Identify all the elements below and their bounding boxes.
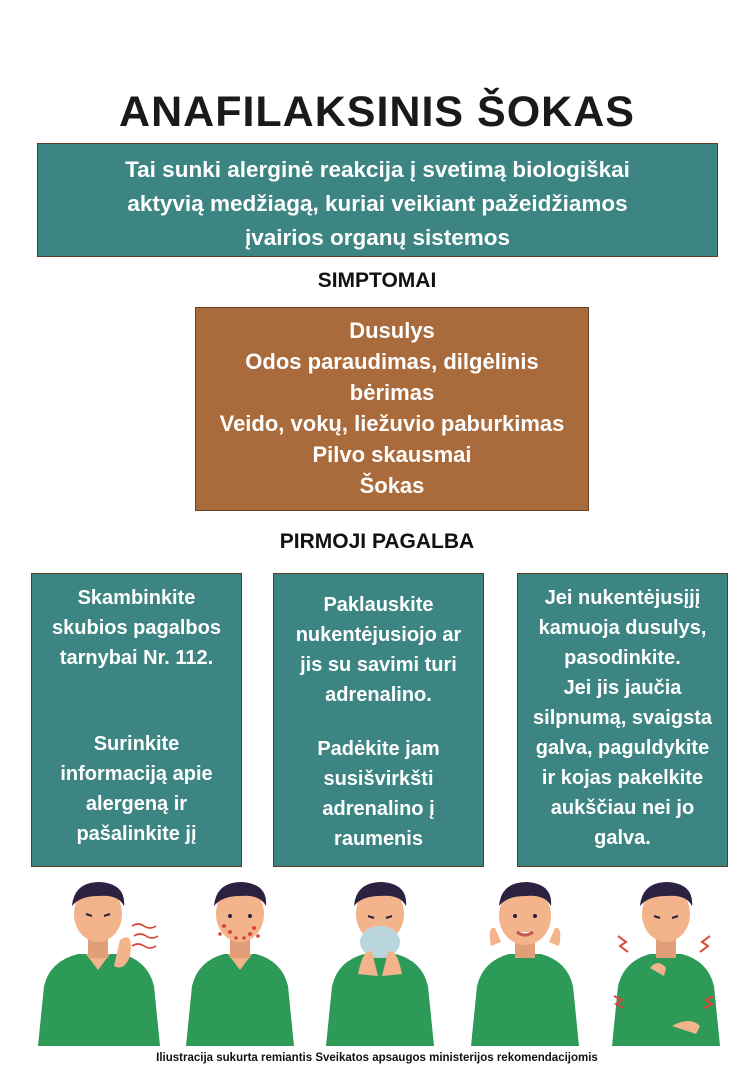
aid-line: informaciją apie [60, 763, 213, 785]
definition-line: įvairios organų sistemos [244, 225, 511, 250]
aid-line: pasodinkite. [564, 647, 681, 669]
aid-line: aukščiau nei jo [550, 797, 695, 819]
footer-credit: Iliustracija sukurta remiantis Sveikatos apsaugos ministerijos rekomendacijomis [156, 1052, 598, 1064]
swollen-face-person-illustration [465, 876, 585, 1046]
symptom-item: Šokas [359, 473, 425, 498]
aid-line: Padėkite jam [317, 738, 440, 760]
aid-line: raumenis [334, 828, 423, 850]
aid-line: silpnumą, svaigsta [533, 707, 712, 729]
aid-line: alergeną ir [85, 793, 188, 815]
aid-line: Jei jis jaučia [563, 677, 682, 699]
symptom-item: bėrimas [349, 380, 435, 405]
aid-line: nukentėjusiojo ar [295, 624, 462, 646]
symptom-item: Veido, vokų, liežuvio paburkimas [219, 411, 565, 436]
aid-line: pašalinkite jį [76, 823, 197, 845]
aid-line: susišvirkšti [323, 768, 434, 790]
rash-person-illustration [180, 876, 300, 1046]
symptom-item: Odos paraudimas, dilgėlinis [245, 349, 539, 374]
aid-line: adrenalino į [322, 798, 435, 820]
aid-line: kamuoja dusulys, [538, 617, 707, 639]
aid-line: ir kojas pakelkite [541, 767, 704, 789]
definition-line: aktyvią medžiagą, kuriai veikiant pažeidžiamos [127, 191, 628, 216]
aid-line: Jei nukentėjusįjį [544, 587, 701, 609]
aid-line: Skambinkite [77, 587, 196, 609]
aid-line: skubios pagalbos [52, 617, 221, 639]
inhaler-person-illustration [320, 876, 440, 1046]
first-aid-heading: PIRMOJI PAGALBA [279, 530, 475, 553]
symptom-item: Dusulys [349, 318, 435, 343]
aid-line: Paklauskite [323, 594, 434, 616]
definition-line: Tai sunki alerginė reakcija į svetimą biologiškai [125, 157, 630, 182]
aid-line: galva, paguldykite [535, 737, 710, 759]
aid-line: tarnybai Nr. 112. [59, 647, 214, 669]
pain-person-illustration [600, 876, 730, 1046]
first-aid-box-adrenaline [273, 573, 484, 867]
first-aid-box-position [517, 573, 728, 867]
symptom-item: Pilvo skausmai [312, 442, 472, 467]
aid-line: Surinkite [93, 733, 180, 755]
definition-box [37, 143, 718, 257]
symptoms-box [195, 307, 589, 511]
aid-line: adrenalino. [325, 684, 432, 706]
aid-line: jis su savimi turi [300, 654, 457, 676]
sneezing-person-illustration [30, 876, 170, 1046]
aid-line: galva. [594, 827, 651, 849]
first-aid-box-call [31, 573, 242, 867]
page-title: ANAFILAKSINIS ŠOKAS [119, 88, 635, 136]
symptoms-heading: SIMPTOMAI [317, 269, 437, 292]
